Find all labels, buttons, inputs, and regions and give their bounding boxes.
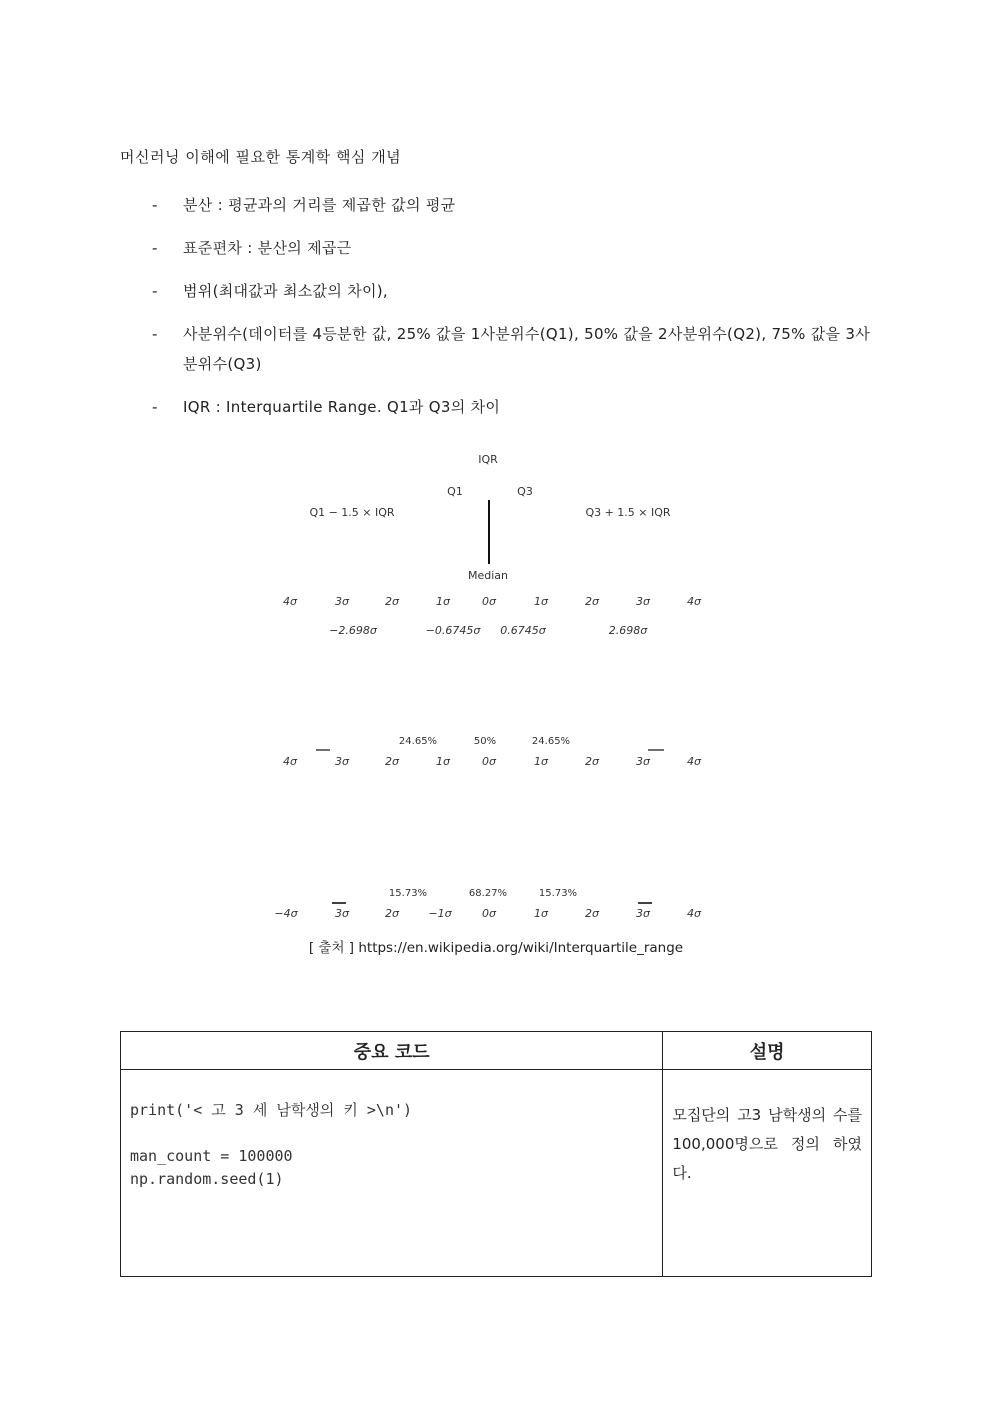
tick-label: 2σ [585, 595, 599, 608]
intro-heading: 머신러닝 이해에 필요한 통계학 핵심 개념 [120, 148, 402, 166]
code-line: np.random.seed(1) [130, 1170, 284, 1188]
tick-label: 4σ [283, 755, 297, 768]
tick-label: 3σ [636, 595, 650, 608]
tick-label: 1σ [534, 595, 548, 608]
tick-label: 4σ [283, 595, 297, 608]
percentage-row-3 [389, 888, 577, 899]
code-line-blank [130, 1122, 661, 1145]
pct-label: 50% [473, 736, 497, 747]
list-dash: - [152, 239, 158, 257]
table-row [121, 1070, 872, 1277]
code-table [120, 1031, 872, 1277]
list-item [150, 392, 874, 422]
list-item-text: 사분위수(데이터를 4등분한 값, 25% 값을 1사분위수(Q1), 50% 값을 2사분위수(Q2), 75% 값을 3사분위수(Q3) [183, 325, 871, 373]
tick-label: 4σ [687, 595, 701, 608]
value-label: −2.698σ [329, 624, 377, 637]
tick-label: 3σ [335, 907, 349, 920]
code-line: man_count = 100000 [130, 1147, 293, 1165]
list-item [150, 233, 874, 263]
tick-label: 4σ [687, 907, 701, 920]
list-dash: - [152, 398, 158, 416]
value-label: 0.6745σ [500, 624, 546, 637]
tick-label: 3σ [335, 595, 349, 608]
percentage-row-2 [399, 736, 570, 747]
tick-label: 1σ [436, 755, 450, 768]
tick-label: 2σ [585, 755, 599, 768]
sigma-axis-3 [274, 907, 702, 920]
tick-label: −1σ [428, 907, 452, 920]
tick-label: 0σ [482, 755, 496, 768]
list-item-text: 표준편차 : 분산의 제곱근 [183, 239, 352, 257]
description-cell [663, 1070, 872, 1277]
q3-label: Q3 [517, 485, 533, 498]
upper-fence-label: Q3 + 1.5 × IQR [585, 506, 671, 519]
value-label: −0.6745σ [425, 624, 481, 637]
list-item [150, 319, 874, 379]
pct-label: 24.65% [531, 736, 571, 747]
tick-label: 2σ [585, 907, 599, 920]
code-line: print('< 고 3 세 남학생의 키 >\n') [130, 1101, 413, 1119]
list-item-text: IQR : Interquartile Range. Q1과 Q3의 차이 [183, 398, 501, 416]
tick-label: 1σ [534, 755, 548, 768]
iqr-boxplot-figure [260, 448, 730, 928]
concept-list [150, 190, 874, 435]
pct-label: 15.73% [388, 888, 428, 899]
list-item [150, 276, 874, 306]
header-code: 중요 코드 [121, 1032, 663, 1070]
code-cell [121, 1070, 663, 1277]
list-item [150, 190, 874, 220]
list-dash: - [152, 196, 158, 214]
median-label: Median [467, 569, 509, 582]
tick-label: 1σ [534, 907, 548, 920]
pct-label: 15.73% [538, 888, 578, 899]
list-item-text: 분산 : 평균과의 거리를 제곱한 값의 평균 [183, 196, 456, 214]
list-dash: - [152, 325, 158, 343]
tick-label: 1σ [436, 595, 450, 608]
description-text: 모집단의 고3 남학생의 수를 100,000명으로 정의 하였다. [672, 1106, 862, 1182]
header-description: 설명 [663, 1032, 872, 1070]
iqr-label: IQR [478, 453, 498, 466]
q1-label: Q1 [447, 485, 463, 498]
code-block [122, 1071, 661, 1191]
table-header-row [121, 1032, 872, 1070]
tick-label: 0σ [482, 907, 496, 920]
pct-label: 24.65% [398, 736, 438, 747]
sigma-axis-1 [283, 595, 702, 608]
tick-label: 3σ [335, 755, 349, 768]
tick-label: 3σ [636, 907, 650, 920]
tick-label: −4σ [274, 907, 298, 920]
tick-label: 3σ [636, 755, 650, 768]
tick-label: 2σ [385, 907, 399, 920]
pct-label: 68.27% [468, 888, 508, 899]
value-label: 2.698σ [608, 624, 648, 637]
lower-fence-label: Q1 − 1.5 × IQR [309, 506, 395, 519]
list-item-text: 범위(최대값과 최소값의 차이), [183, 282, 388, 300]
figure-caption: [ 출처 ] https://en.wikipedia.org/wiki/Interquartile_range [308, 940, 684, 956]
tick-label: 4σ [687, 755, 701, 768]
sigma-values-row [329, 624, 648, 637]
list-dash: - [152, 282, 158, 300]
tick-label: 2σ [385, 595, 399, 608]
sigma-axis-2 [283, 755, 702, 768]
tick-label: 2σ [385, 755, 399, 768]
tick-label: 0σ [482, 595, 496, 608]
